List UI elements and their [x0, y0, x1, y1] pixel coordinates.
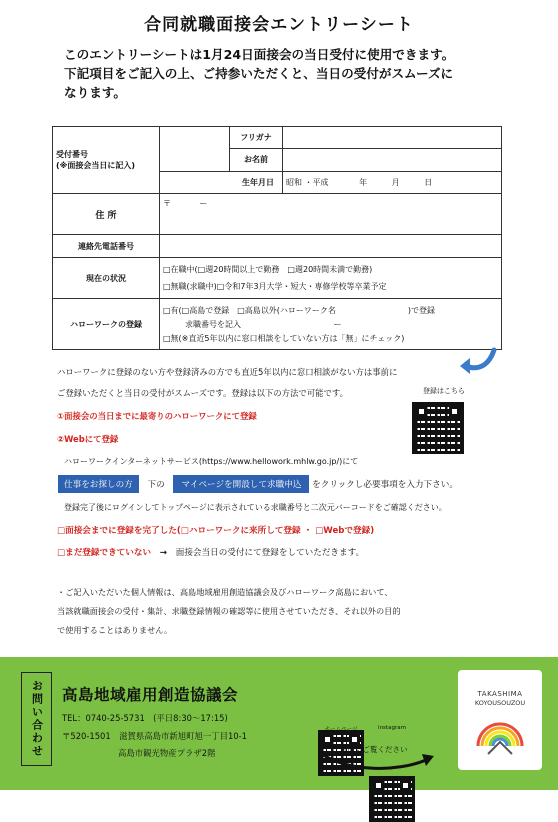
logo-text-top: TAKASHIMA [477, 690, 523, 698]
birthdate-label: 生年月日 [160, 171, 283, 193]
not-yet-rest: 面接会当日の受付にて登録をしていただきます。 [175, 548, 365, 558]
phone-label: 連絡先電話番号 [53, 235, 160, 258]
login-note: 登録完了後にログインしてトップページに表示されている求職番号と二次元バーコードをご確認ください。 [64, 503, 447, 512]
not-yet-label: □まだ登録できていない [57, 548, 152, 558]
intro-line-3: なります。 [64, 85, 126, 100]
instagram-qr-code[interactable] [369, 776, 415, 822]
name-field[interactable] [283, 149, 502, 171]
swoosh-arrow-icon [318, 748, 438, 772]
hellowork-line-3[interactable]: □無(※直近5年以内に窓口相談をしていない方は「無」にチェック) [163, 333, 405, 343]
status-line-1[interactable]: □在職中(□週20時間以上で勤務 □週20時間未満で勤務) [163, 265, 373, 274]
intro-line-2: 下記項目をご記入の上、ご持参いただくと、当日の受付がスムーズに [64, 66, 454, 81]
status-label: 現在の状況 [53, 258, 160, 299]
organization-logo [458, 670, 542, 770]
check-completed[interactable]: □面接会までに登録を完了した(□ハローワークに来所して登録 ・ □Webで登録) [57, 526, 375, 536]
era-showa: 昭和 [286, 177, 302, 187]
receipt-number-cell[interactable] [53, 127, 160, 194]
page-title: 合同就職面接会エントリーシート [144, 15, 414, 35]
job-number-label: 求職番号を記入 [185, 319, 241, 329]
hellowork-options[interactable] [160, 299, 502, 350]
hellowork-label: ハローワークの登録 [53, 299, 160, 350]
instagram-qr-label: instagram [378, 725, 406, 731]
between-text: 下の [147, 480, 165, 490]
furigana-field[interactable] [283, 127, 502, 149]
rainbow-hands-icon [472, 712, 528, 756]
arrow-icon: → [159, 548, 167, 558]
hellowork-site-text: ハローワークインターネットサービス(https://www.hellowork.mhlw.go.jp/)にて [64, 457, 359, 466]
organization-name: 高島地域雇用創造協議会 [62, 686, 239, 704]
qr-register-label: 登録はこちら [423, 387, 465, 395]
register-note-1: ハローワークに登録のない方や登録済みの方でも直近5年以内に窓口相談がない方は事前に [57, 367, 398, 377]
contact-building: 高島市観光物産プラザ2階 [118, 748, 216, 758]
status-line-2[interactable]: □無職(求職中)□令和7年3月大学・短大・専修学校等卒業予定 [163, 282, 387, 291]
option-2-text: ②Webにて登録 [57, 434, 119, 444]
mypage-signup-button[interactable]: マイページを開設して求職申込 [173, 475, 309, 493]
contact-address: 〒520-1501 滋賀県高島市新旭町旭一丁目10-1 [62, 731, 247, 741]
day-unit: 日 [424, 177, 433, 187]
postal-dash: ー [199, 199, 208, 208]
month-unit: 月 [391, 177, 400, 187]
address-label: 住 所 [53, 194, 160, 235]
era-heisei: ・平成 [304, 177, 329, 187]
after-button-text: をクリックし必要事項を入力下さい。 [312, 480, 458, 490]
privacy-line-3: で使用することはありません。 [57, 625, 173, 635]
receipt-number-note: (※面接会当日に記入) [56, 161, 136, 170]
web-steps [58, 475, 458, 493]
receipt-number-field[interactable] [160, 127, 230, 172]
status-options[interactable] [160, 258, 502, 299]
entry-form-table [52, 126, 502, 350]
curved-arrow-icon [458, 346, 498, 376]
homepage-qr-label: ホームページ [324, 727, 358, 733]
contact-label: お問い合わせ [21, 672, 52, 766]
job-search-button[interactable]: 仕事をお探しの方 [58, 475, 139, 493]
name-label: お名前 [230, 149, 283, 171]
birthdate-field[interactable] [283, 171, 502, 193]
intro-line-1: このエントリーシートは1月24日面接会の当日受付に使用できます。 [64, 47, 455, 62]
contact-tel: TEL：0740-25-5731 (平日8:30〜17:15) [62, 713, 228, 723]
logo-text-bottom: KOYOUSOUZOU [474, 699, 526, 707]
privacy-notice [57, 583, 401, 640]
furigana-label: フリガナ [230, 127, 283, 149]
address-field[interactable] [160, 194, 502, 235]
phone-field[interactable] [160, 235, 502, 258]
postal-mark: 〒 [163, 199, 171, 208]
intro-text [64, 45, 544, 102]
option-1-text: ①面接会の当日までに最寄りのハローワークにて登録 [57, 411, 257, 421]
check-not-yet[interactable] [57, 546, 364, 558]
receipt-number-label: 受付番号 [56, 150, 88, 159]
privacy-line-1: ・ご記入いただいた個人情報は、高島地域雇用創造協議会及びハローワーク高島において、 [57, 587, 393, 597]
back-side-note: 裏面もご覧ください [340, 745, 408, 754]
register-qr-code[interactable] [412, 402, 464, 454]
job-number-dash: ー [333, 319, 342, 329]
privacy-line-2: 当該就職面接会の受付・集計、求職登録情報の確認等に使用させていただき、それ以外の目的 [57, 606, 401, 616]
register-note-2: ご登録いただくと当日の受付がスムーズです。登録は以下の方法で可能です。 [57, 388, 348, 398]
year-unit: 年 [359, 177, 368, 187]
hellowork-line-1[interactable]: □有(□高島で登録 □高島以外(ハローワーク名 )で登録 [163, 305, 436, 315]
